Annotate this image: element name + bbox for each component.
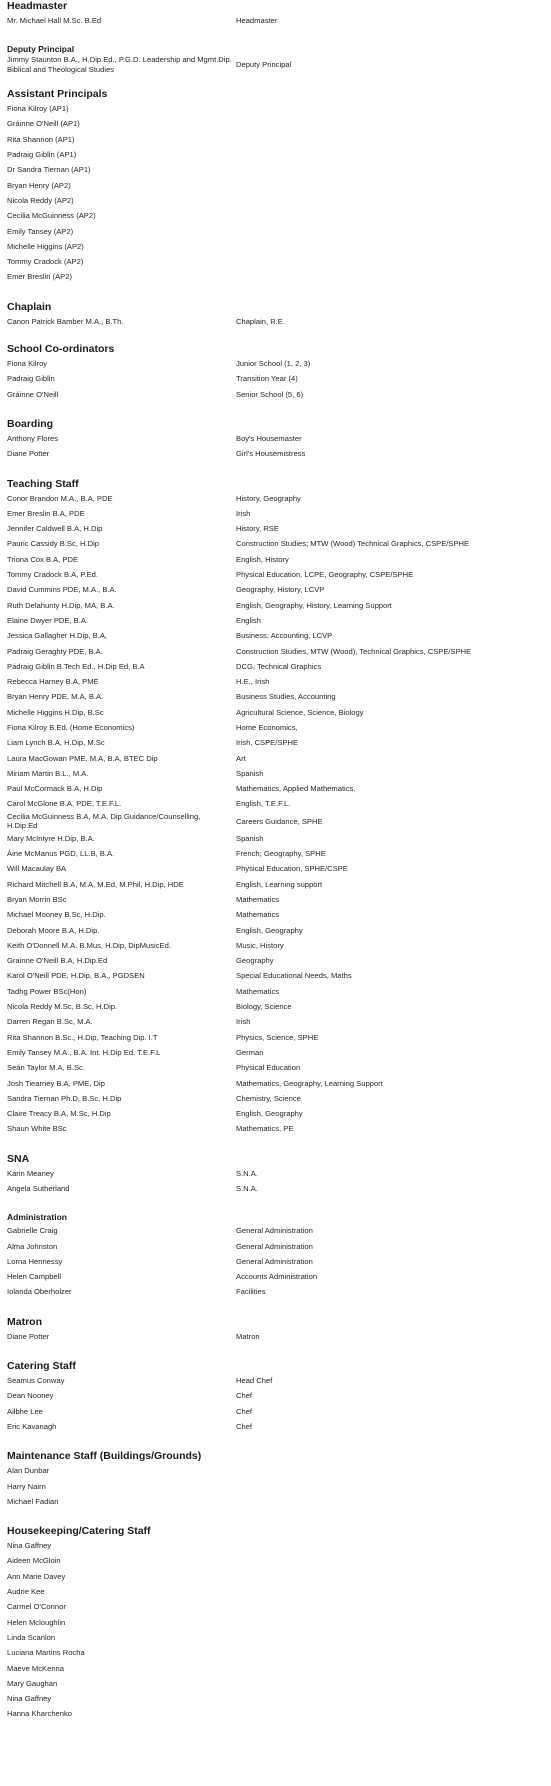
section-school-coordinators — [7, 343, 545, 402]
staff-name: Jimmy Staunton B.A., H.Dip.Ed., P.G.D. Leadership and Mgmt.Dip. Biblical and Theological Studies — [7, 55, 232, 74]
staff-row — [7, 537, 545, 552]
staff-role: French; Geography, SPHE — [236, 849, 326, 859]
staff-row — [7, 861, 545, 876]
staff-row — [7, 628, 545, 643]
staff-name: Ailbhe Lee — [7, 1406, 43, 1416]
staff-name: Aideen McGloin — [7, 1556, 61, 1566]
staff-name: Richard Mitchell B.A, M.A, M.Ed, M.Phil, H.Dip, HDE — [7, 879, 184, 889]
staff-row — [7, 506, 545, 521]
staff-role: S.N.A. — [236, 1168, 258, 1178]
section-spacer — [7, 1434, 545, 1450]
staff-row — [7, 1630, 545, 1645]
staff-name: Gráinne O'Neill (AP1) — [7, 119, 80, 129]
staff-role: English, Geography, History, Learning Support — [236, 600, 392, 610]
staff-role: Irish — [236, 508, 251, 518]
staff-row — [7, 101, 545, 116]
staff-role: Facilities — [236, 1287, 266, 1297]
staff-name: Rita Shannon B.Sc., H.Dip, Teaching Dip. I.T — [7, 1032, 158, 1042]
staff-role: English, Geography — [236, 1109, 303, 1119]
staff-role: Boy's Housemaster — [236, 433, 302, 443]
staff-row — [7, 431, 545, 446]
staff-name: Gráinne O'Neill — [7, 389, 59, 399]
staff-role: Mathematics, Geography, Learning Support — [236, 1078, 383, 1088]
staff-role: Girl's Housemistress — [236, 449, 306, 459]
staff-row — [7, 193, 545, 208]
staff-name: Angela Sutherland — [7, 1184, 70, 1193]
staff-row — [7, 1691, 545, 1706]
section-matron — [7, 1316, 545, 1344]
staff-row — [7, 1584, 545, 1599]
staff-role: Transition Year (4) — [236, 374, 298, 384]
staff-row — [7, 1463, 545, 1478]
staff-name: Claire Treacy B.A, M.Sc, H.Dip — [7, 1109, 111, 1119]
staff-name: Keith O'Donnell M.A. B.Mus, H.Dip, DipMusicEd. — [7, 940, 171, 950]
staff-name: Eric Kavanagh — [7, 1421, 57, 1431]
staff-role: Irish — [236, 1017, 251, 1027]
section-administration — [7, 1212, 545, 1299]
staff-row — [7, 314, 545, 329]
section-spacer — [7, 402, 545, 418]
staff-row — [7, 239, 545, 254]
staff-name: Seamus Conway — [7, 1376, 65, 1386]
staff-name: Hanna Kharchenko — [7, 1709, 73, 1719]
staff-name: Emily Tansey M.A., B.A. Int. H.Dip Ed. T.E.F.L — [7, 1047, 161, 1057]
staff-name: Fiona Kilroy B.Ed. (Home Economics) — [7, 722, 135, 732]
staff-name: Mary McIntyre H.Dip, B.A. — [7, 833, 95, 843]
staff-role: Geography — [236, 956, 274, 966]
staff-role: Matron — [236, 1331, 260, 1341]
staff-name: Tommy Cradock (AP2) — [7, 257, 84, 267]
section-deputy — [7, 44, 545, 74]
staff-role: Physical Education — [236, 1063, 301, 1073]
staff-role: Chaplain, R.E. — [236, 316, 285, 326]
staff-name: Carol McGlone B.A, PDE, T.E.F.L. — [7, 799, 122, 809]
staff-row — [7, 846, 545, 861]
section-teaching-staff — [7, 478, 545, 1137]
section-headmaster — [7, 0, 545, 28]
staff-role: Physics, Science, SPHE — [236, 1032, 319, 1042]
staff-name: Josh Tiearney B.A, PME, Dip — [7, 1078, 105, 1088]
staff-row — [7, 162, 545, 177]
staff-row — [7, 1122, 545, 1137]
staff-name: Michael Mooney B.Sc, H.Dip. — [7, 910, 106, 920]
staff-role: Special Educational Needs, Maths — [236, 971, 352, 981]
staff-row — [7, 613, 545, 628]
section-heading: SNA — [7, 1152, 30, 1165]
staff-name: Elaine Dwyer PDE, B.A. — [7, 615, 89, 625]
staff-row — [7, 582, 545, 597]
staff-row — [7, 132, 545, 147]
staff-name: Gabrielle Craig — [7, 1226, 58, 1236]
staff-name: Harry Nairn — [7, 1481, 46, 1491]
staff-role: General Administration — [236, 1226, 313, 1236]
section-spacer — [7, 1344, 545, 1360]
staff-row — [7, 446, 545, 461]
staff-name: Paul McCormack B.A, H.Dip — [7, 784, 103, 794]
staff-name: Alan Dunbar — [7, 1466, 50, 1476]
staff-row — [7, 674, 545, 689]
staff-role: Headmaster — [236, 15, 278, 25]
staff-row — [7, 1106, 545, 1121]
section-heading: Housekeeping/Catering Staff — [7, 1525, 151, 1538]
section-catering — [7, 1360, 545, 1434]
staff-name: Shaun White BSc — [7, 1124, 67, 1134]
staff-name: Luciana Martins Rocha — [7, 1648, 85, 1658]
staff-row — [7, 567, 545, 582]
staff-row — [7, 117, 545, 132]
staff-name: Padraig Giblin — [7, 374, 55, 384]
section-chaplain — [7, 301, 545, 329]
staff-name: Diane Potter — [7, 1331, 50, 1341]
staff-role: H.E., Irish — [236, 677, 270, 687]
staff-name: Tommy Cradock B.A, P.Ed. — [7, 570, 99, 580]
staff-role: Construction Studies, MTW (Wood), Technical Graphics, CSPE/SPHE — [236, 646, 472, 656]
section-heading: Assistant Principals — [7, 88, 108, 101]
staff-role: Senior School (5, 6) — [236, 389, 304, 399]
staff-name: Jennifer Caldwell B.A, H.Dip — [7, 524, 103, 534]
staff-name: Audrie Kee — [7, 1587, 45, 1597]
staff-role: English, Geography — [236, 925, 303, 935]
staff-row — [7, 751, 545, 766]
section-housekeeping — [7, 1525, 545, 1722]
staff-row — [7, 1045, 545, 1060]
staff-row — [7, 552, 545, 567]
staff-role: German — [236, 1047, 264, 1057]
staff-role: Spanish — [236, 768, 264, 778]
staff-name: Fiona Kilroy — [7, 359, 48, 369]
staff-role: Chef — [236, 1391, 253, 1401]
staff-role: General Administration — [236, 1256, 313, 1266]
staff-row — [7, 1091, 545, 1106]
staff-name: Helen Campbell — [7, 1272, 62, 1282]
staff-role: Junior School (1, 2, 3) — [236, 359, 311, 369]
staff-row — [7, 387, 545, 402]
section-spacer — [7, 74, 545, 88]
staff-row — [7, 1223, 545, 1238]
staff-role: History, Geography — [236, 493, 301, 503]
staff-name: Nicola Reddy (AP2) — [7, 195, 74, 205]
staff-row — [7, 1404, 545, 1419]
staff-row — [7, 356, 545, 371]
staff-row — [7, 254, 545, 269]
staff-row — [7, 1494, 545, 1509]
staff-role: Chef — [236, 1421, 253, 1431]
staff-row — [7, 831, 545, 846]
staff-name: Rita Shannon (AP1) — [7, 134, 75, 144]
staff-row — [7, 224, 545, 239]
staff-row — [7, 208, 545, 223]
staff-role: Chef — [236, 1406, 253, 1416]
staff-name: Grainne O'Neill B.A, H.Dip.Ed — [7, 956, 108, 966]
staff-name: Pádraig Giblin B.Tech Ed., H.Dip Ed, B.A — [7, 661, 145, 671]
staff-row — [7, 1181, 545, 1196]
staff-role: DCG, Technical Graphics — [236, 661, 322, 671]
staff-role: Irish, CSPE/SPHE — [236, 738, 299, 748]
staff-row — [7, 1661, 545, 1676]
staff-role: Agricultural Science, Science, Biology — [236, 707, 364, 717]
section-spacer — [7, 1300, 545, 1316]
staff-role: Music, History — [236, 940, 284, 950]
staff-row — [7, 984, 545, 999]
staff-name: Áine McManus PGD, LL.B, B.A. — [7, 849, 115, 859]
staff-row — [7, 598, 545, 613]
section-spacer — [7, 285, 545, 301]
staff-role: Mathematics — [236, 986, 280, 996]
section-spacer — [7, 1137, 545, 1153]
staff-name: Conor Brandon M.A., B.A, PDE — [7, 493, 113, 503]
staff-name: Emer Breslin B.A, PDE — [7, 508, 85, 518]
staff-name: Rebecca Harney B.A, PME — [7, 677, 99, 687]
staff-row — [7, 1599, 545, 1614]
staff-name: David Cummins PDE, M.A., B.A. — [7, 585, 117, 595]
staff-name: Fiona Kilroy (AP1) — [7, 104, 69, 114]
staff-row — [7, 1373, 545, 1388]
staff-row — [7, 178, 545, 193]
section-heading: Administration — [7, 1212, 67, 1223]
staff-name: Mary Gaughan — [7, 1678, 58, 1688]
staff-row — [7, 1615, 545, 1630]
staff-name: Dean Nooney — [7, 1391, 54, 1401]
staff-name: Dr Sandra Tiernan (AP1) — [7, 165, 91, 175]
staff-role: Mathematics — [236, 894, 280, 904]
staff-row — [7, 1676, 545, 1691]
staff-row — [7, 1076, 545, 1091]
staff-role: Accounts Administration — [236, 1272, 318, 1282]
staff-role: Physical Education, SPHE/CSPE — [236, 864, 348, 874]
section-spacer — [7, 329, 545, 343]
staff-role: Chemistry, Science — [236, 1093, 301, 1103]
staff-role: English, History — [236, 554, 289, 564]
staff-row — [7, 1166, 545, 1181]
section-spacer — [7, 28, 545, 44]
staff-row — [7, 797, 545, 812]
staff-row — [7, 1538, 545, 1553]
staff-row — [7, 1060, 545, 1075]
staff-name: Cecilia McGuinness (AP2) — [7, 211, 96, 221]
staff-name: Nina Gaffney — [7, 1694, 52, 1704]
staff-row — [7, 1479, 545, 1494]
staff-row — [7, 1554, 545, 1569]
staff-row — [7, 999, 545, 1014]
staff-name: Bryan Henry (AP2) — [7, 180, 71, 190]
staff-role: Construction Studies; MTW (Wood) Technical Graphics, CSPE/SPHE — [236, 539, 470, 549]
section-boarding — [7, 418, 545, 462]
staff-role: Careers Guidance, SPHE — [236, 816, 323, 826]
staff-row — [7, 892, 545, 907]
staff-row — [7, 877, 545, 892]
staff-name: Jessica Gallagher H.Dip, B.A, — [7, 631, 108, 641]
staff-name: Bryan Henry PDE, M.A, B.A. — [7, 692, 104, 702]
section-heading: Headmaster — [7, 0, 68, 12]
staff-row — [7, 1285, 545, 1300]
staff-role: History, RSE — [236, 524, 279, 534]
staff-name: Cecilia McGuinness B.A, M.A, Dip.Guidance/Counselling, H.Dip.Ed — [7, 811, 201, 831]
staff-name: Darren Regan B.Sc, M.A. — [7, 1017, 93, 1027]
staff-name: Laura MacGowan PME, M.A, B.A, BTEC Dip — [7, 753, 158, 763]
staff-role: Art — [236, 753, 246, 763]
staff-role: Business Studies, Accounting — [236, 692, 336, 702]
staff-name: Bryan Morrin BSc — [7, 894, 67, 904]
staff-name: Nicola Reddy M.Sc, B.Sc, H.Dip. — [7, 1002, 118, 1012]
staff-role: Geography, History, LCVP — [236, 585, 325, 595]
staff-row — [7, 1014, 545, 1029]
section-spacer — [7, 1509, 545, 1525]
staff-row — [7, 1419, 545, 1434]
staff-row — [7, 1254, 545, 1269]
staff-row — [7, 371, 545, 386]
section-heading: School Co-ordinators — [7, 343, 115, 356]
section-heading: Deputy Principal — [7, 44, 75, 55]
staff-name: Padraig Geraghty PDE, B.A. — [7, 646, 103, 656]
staff-row — [7, 13, 545, 28]
section-sna — [7, 1153, 545, 1197]
staff-role: English — [236, 615, 261, 625]
staff-name: Liam Lynch B.A, H.Dip, M.Sc — [7, 738, 105, 748]
staff-name: Miriam Martin B.L., M.A. — [7, 768, 89, 778]
staff-name: Canon Patrick Bamber M.A., B.Th. — [7, 316, 124, 326]
staff-name: Michelle Higgins (AP2) — [7, 241, 84, 251]
staff-role: Home Economics, — [236, 722, 298, 732]
staff-name: Deborah Moore B.A, H.Dip. — [7, 925, 100, 935]
staff-row — [7, 690, 545, 705]
section-heading: Chaplain — [7, 300, 52, 313]
section-heading: Matron — [7, 1315, 42, 1328]
section-spacer — [7, 1196, 545, 1212]
staff-row — [7, 1707, 545, 1722]
staff-row — [7, 644, 545, 659]
section-assistant-principals — [7, 88, 545, 285]
staff-name: Sandra Tiernan Ph.D, B.Sc, H.Dip — [7, 1093, 122, 1103]
staff-name: Maeve McKenna — [7, 1663, 64, 1673]
staff-row — [7, 720, 545, 735]
staff-name: Tadhg Power BSc(Hon) — [7, 986, 87, 996]
staff-row — [7, 969, 545, 984]
staff-name: Seán Taylor M.A, B.Sc. — [7, 1063, 85, 1073]
staff-row — [7, 766, 545, 781]
staff-name: Karol O'Neill PDE, H.Dip, B.A., PGDSEN — [7, 971, 145, 981]
staff-role: Head Chef — [236, 1376, 273, 1386]
staff-row — [7, 705, 545, 720]
staff-row — [7, 938, 545, 953]
staff-row — [7, 659, 545, 674]
staff-name: Pauric Cassidy B.Sc, H.Dip — [7, 539, 99, 549]
section-heading: Maintenance Staff (Buildings/Grounds) — [7, 1450, 202, 1463]
section-heading: Boarding — [7, 418, 54, 431]
staff-row — [7, 812, 545, 831]
staff-name: Nina Gaffney — [7, 1541, 52, 1551]
staff-row — [7, 1388, 545, 1403]
section-spacer — [7, 462, 545, 478]
staff-name: Iolanda Oberholzer — [7, 1287, 72, 1297]
staff-row — [7, 735, 545, 750]
staff-row — [7, 1569, 545, 1584]
section-maintenance — [7, 1450, 545, 1509]
staff-name: Linda Scanlon — [7, 1632, 56, 1642]
staff-name: Triona Cox B.A, PDE — [7, 554, 79, 564]
staff-name: Mr. Michael Hall M.Sc. B.Ed — [7, 15, 102, 25]
staff-row — [7, 781, 545, 796]
staff-name: Anthony Flores — [7, 433, 59, 443]
staff-name: Helen Mcloughlin — [7, 1617, 66, 1627]
staff-role: English, T.E.F.L. — [236, 799, 291, 809]
staff-row — [7, 1030, 545, 1045]
staff-role: Physical Education, LCPE, Geography, CSPE/SPHE — [236, 570, 414, 580]
staff-name: Karin Meaney — [7, 1168, 54, 1178]
staff-role: Biology, Science — [236, 1002, 292, 1012]
staff-role: Deputy Principal — [236, 60, 292, 70]
staff-name: Ruth Delahunty H.Dip, MA, B.A. — [7, 600, 115, 610]
staff-name: Emily Tansey (AP2) — [7, 226, 74, 236]
staff-name: Michelle Higgins H.Dip, B.Sc — [7, 707, 104, 717]
staff-row — [7, 55, 545, 74]
staff-row — [7, 1329, 545, 1344]
staff-role: English, Learning support — [236, 879, 323, 889]
staff-name: Padraig Giblin (AP1) — [7, 150, 77, 160]
staff-role: Mathematics, PE — [236, 1124, 294, 1134]
staff-row — [7, 270, 545, 285]
staff-role: S.N.A. — [236, 1184, 258, 1193]
staff-row — [7, 1239, 545, 1254]
staff-row — [7, 521, 545, 536]
staff-role: Mathematics — [236, 910, 280, 920]
section-heading: Teaching Staff — [7, 477, 79, 490]
staff-role: Business; Accounting, LCVP — [236, 631, 333, 641]
staff-name: Diane Potter — [7, 449, 50, 459]
section-heading: Catering Staff — [7, 1360, 76, 1373]
staff-role: Spanish — [236, 833, 264, 843]
staff-name: Emer Breslin (AP2) — [7, 272, 72, 282]
staff-name: Ann Marie Davey — [7, 1571, 66, 1581]
staff-name: Carmel O'Connor — [7, 1602, 66, 1612]
staff-name: Lorna Hennessy — [7, 1256, 63, 1266]
staff-row — [7, 147, 545, 162]
staff-row — [7, 953, 545, 968]
staff-role: General Administration — [236, 1241, 313, 1251]
staff-row — [7, 1645, 545, 1660]
staff-row — [7, 1269, 545, 1284]
staff-role: Mathematics, Applied Mathematics. — [236, 784, 356, 794]
staff-name: Will Macaulay BA — [7, 864, 67, 874]
staff-row — [7, 907, 545, 922]
staff-row — [7, 923, 545, 938]
staff-name: Michael Fadian — [7, 1496, 59, 1506]
staff-name: Alma Johnston — [7, 1241, 58, 1251]
staff-row — [7, 491, 545, 506]
